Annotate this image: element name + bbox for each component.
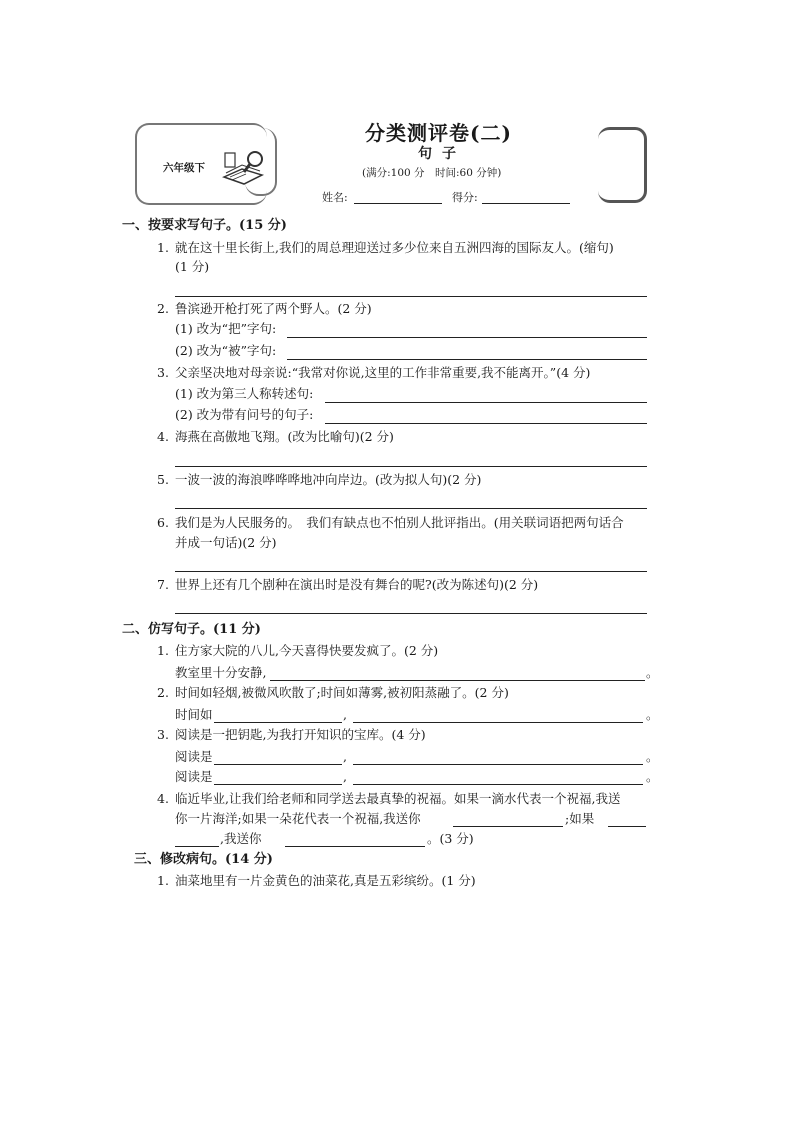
question-text: 油菜地里有一片金黄色的油菜花,真是五彩缤纷。(1 分) xyxy=(175,873,476,888)
question-text: 海燕在高傲地飞翔。(改为比喻句)(2 分) xyxy=(175,429,394,444)
question-number: 6. xyxy=(157,515,169,530)
answer-line[interactable] xyxy=(270,680,645,681)
question-text: 时间如轻烟,被微风吹散了;时间如薄雾,被初阳蒸融了。(2 分) xyxy=(175,685,509,700)
question-number: 1. xyxy=(157,643,169,658)
answer-line[interactable] xyxy=(287,337,647,338)
question-number: 2. xyxy=(157,685,169,700)
exam-info: (满分:100 分 时间:60 分钟) xyxy=(362,167,502,179)
punct-period: 。 xyxy=(646,769,659,784)
punct-period: 。 xyxy=(646,749,659,764)
punct-comma: , xyxy=(343,749,347,764)
question-number: 4. xyxy=(157,429,169,444)
fill-prompt: 教室里十分安静, xyxy=(175,665,267,680)
page-subtitle: 句子 xyxy=(418,146,466,162)
question-text: 阅读是一把钥匙,为我打开知识的宝库。(4 分) xyxy=(175,727,426,742)
question-number: 4. xyxy=(157,791,169,806)
answer-line[interactable] xyxy=(175,846,219,847)
question-text: 住方家大院的八儿,今天喜得快要发疯了。(2 分) xyxy=(175,643,439,658)
question-text: 鲁滨逊开枪打死了两个野人。(2 分) xyxy=(175,301,372,316)
question-text-cont: 你一片海洋;如果一朵花代表一个祝福,我送你 xyxy=(175,811,421,826)
answer-line[interactable] xyxy=(175,508,647,509)
fill-prompt: 阅读是 xyxy=(175,749,213,764)
score-field[interactable] xyxy=(482,203,570,204)
section-heading: 二、仿写句子。(11 分) xyxy=(122,622,261,637)
question-text: 父亲坚决地对母亲说:“我常对你说,这里的工作非常重要,我不能离开。”(4 分) xyxy=(175,365,591,380)
question-text-cont: (1 分) xyxy=(175,259,210,274)
question-text: 就在这十里长街上,我们的周总理迎送过多少位来自五洲四海的国际友人。(缩句) xyxy=(175,240,614,255)
question-text: 我们是为人民服务的。 我们有缺点也不怕别人批评指出。(用关联词语把两句话合 xyxy=(175,515,624,530)
fill-prompt: 时间如 xyxy=(175,707,213,722)
question-number: 1. xyxy=(157,873,169,888)
question-text-cont: 。(3 分) xyxy=(427,831,474,846)
header-frame-right xyxy=(598,127,647,203)
score-label: 得分: xyxy=(452,191,478,204)
sub-question: (1) 改为第三人称转述句: xyxy=(175,386,314,401)
sub-question: (2) 改为“被”字句: xyxy=(175,343,277,358)
question-number: 7. xyxy=(157,577,169,592)
question-number: 2. xyxy=(157,301,169,316)
question-text: 世界上还有几个剧种在演出时是没有舞台的呢?(改为陈述句)(2 分) xyxy=(175,577,539,592)
answer-line[interactable] xyxy=(353,764,643,765)
answer-line[interactable] xyxy=(214,784,342,785)
question-number: 3. xyxy=(157,727,169,742)
punct-period: 。 xyxy=(646,665,659,680)
question-text: 临近毕业,让我们给老师和同学送去最真挚的祝福。如果一滴水代表一个祝福,我送 xyxy=(175,791,621,806)
page-title: 分类测评卷(二) xyxy=(365,121,512,145)
punct-comma: , xyxy=(343,707,347,722)
section-heading: 一、按要求写句子。(15 分) xyxy=(122,218,287,233)
punct-comma: , xyxy=(343,769,347,784)
question-text-cont: 并成一句话)(2 分) xyxy=(175,535,277,550)
answer-line[interactable] xyxy=(325,423,647,424)
name-label: 姓名: xyxy=(322,191,348,204)
punct-period: 。 xyxy=(646,707,659,722)
grade-label: 六年级下 xyxy=(163,162,205,174)
question-number: 5. xyxy=(157,472,169,487)
question-number: 1. xyxy=(157,240,169,255)
answer-line[interactable] xyxy=(353,722,643,723)
answer-line[interactable] xyxy=(285,846,425,847)
question-text-cont: ;如果 xyxy=(565,811,595,826)
answer-line[interactable] xyxy=(608,826,646,827)
answer-line[interactable] xyxy=(175,296,647,297)
answer-line[interactable] xyxy=(353,784,643,785)
answer-line[interactable] xyxy=(453,826,563,827)
sub-question: (1) 改为“把”字句: xyxy=(175,321,277,336)
book-magnifier-icon xyxy=(222,147,272,187)
fill-prompt: 阅读是 xyxy=(175,769,213,784)
sub-question: (2) 改为带有问号的句子: xyxy=(175,407,314,422)
name-field[interactable] xyxy=(354,203,442,204)
answer-line[interactable] xyxy=(175,466,647,467)
question-number: 3. xyxy=(157,365,169,380)
section-heading: 三、修改病句。(14 分) xyxy=(134,852,273,867)
answer-line[interactable] xyxy=(287,359,647,360)
answer-line[interactable] xyxy=(214,722,342,723)
question-text-cont: ,我送你 xyxy=(220,831,262,846)
answer-line[interactable] xyxy=(325,402,647,403)
answer-line[interactable] xyxy=(214,764,342,765)
question-text: 一波一波的海浪哗哗哗地冲向岸边。(改为拟人句)(2 分) xyxy=(175,472,482,487)
answer-line[interactable] xyxy=(175,571,647,572)
answer-line[interactable] xyxy=(175,613,647,614)
